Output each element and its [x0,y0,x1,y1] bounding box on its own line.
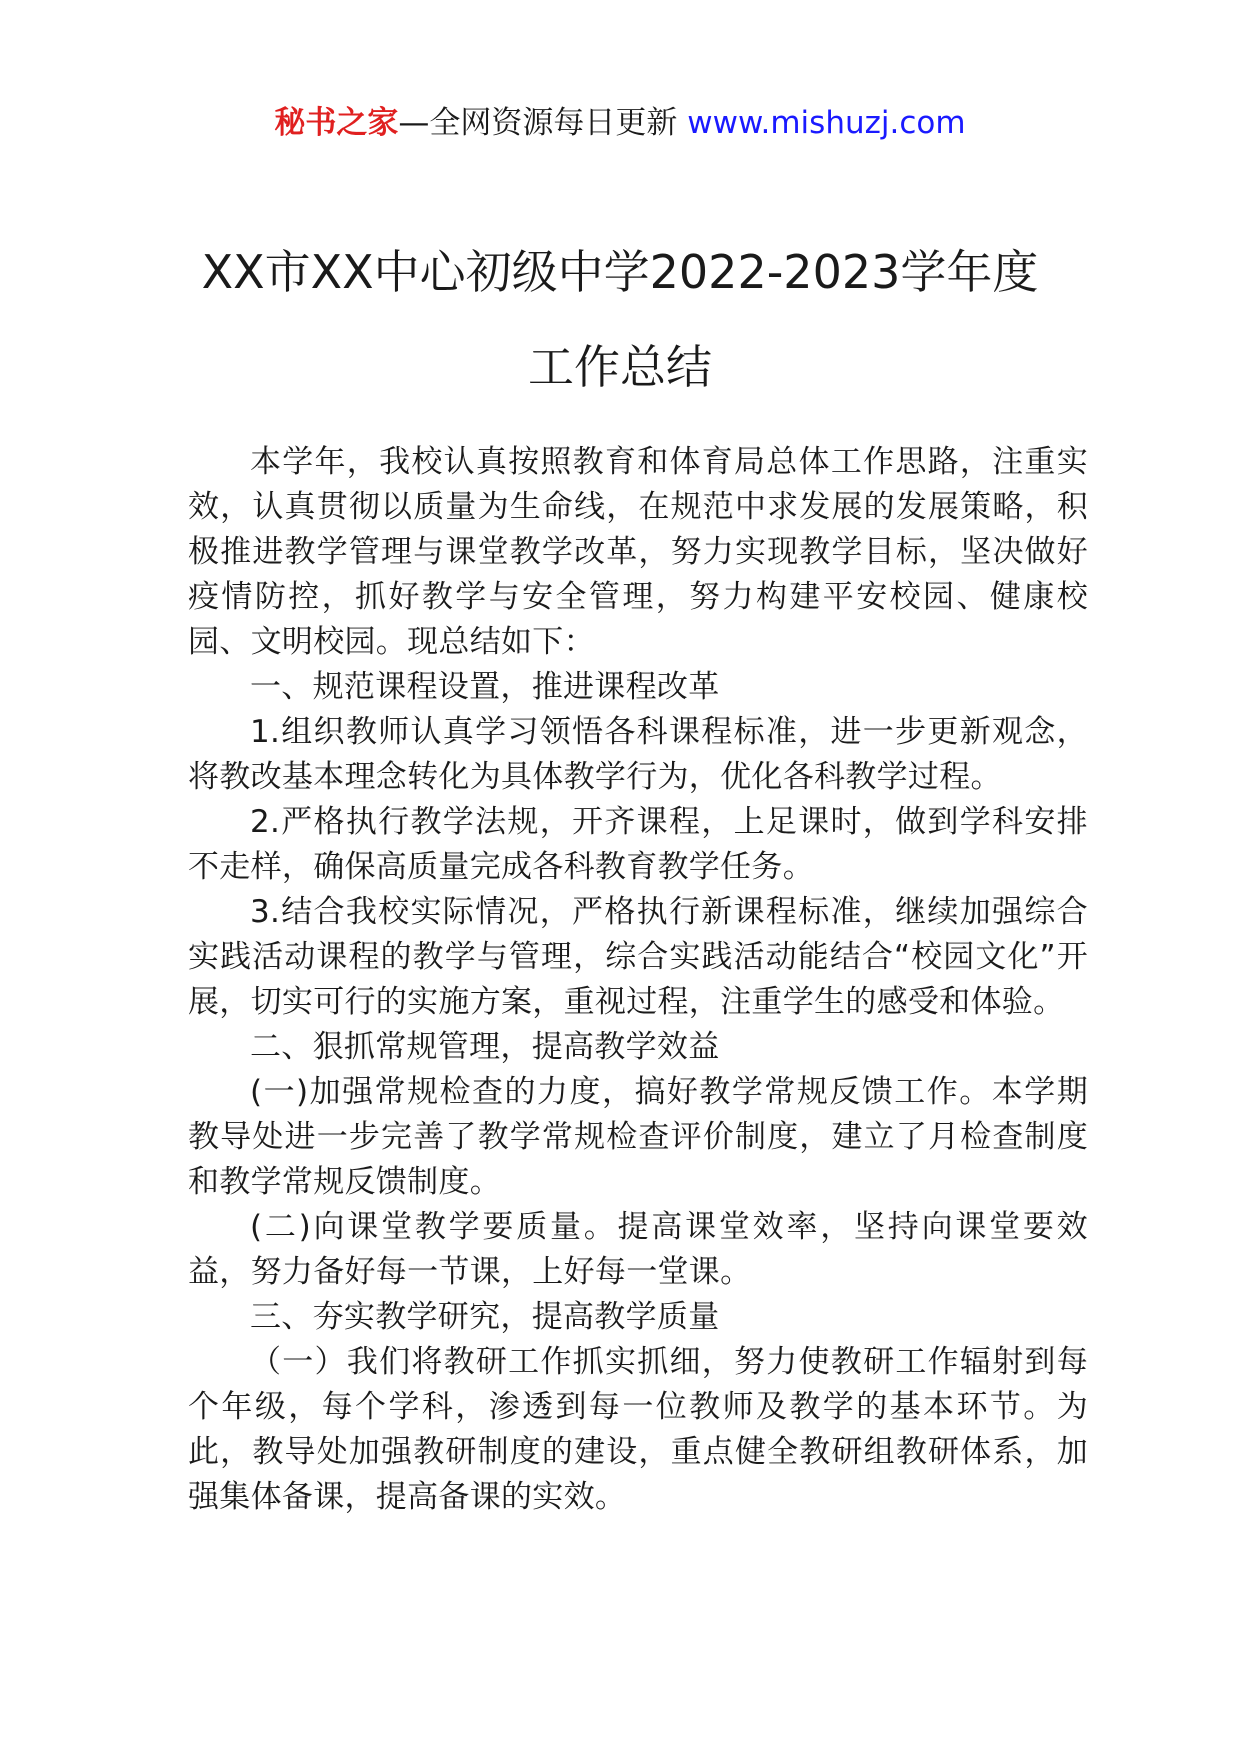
brand-name: 秘书之家 [274,105,399,141]
section-heading-2: 二、狠抓常规管理，提高教学效益 [250,1029,720,1065]
section-heading-3: 三、夯实教学研究，提高教学质量 [250,1299,720,1335]
paragraph-3-1: （一）我们将教研工作抓实抓细，努力使教研工作辐射到每个年级，每个学科，渗透到每一位教师及教学的基本环节。为此，教导处加强教研制度的建设，重点健全教研组教研体系，加强集体备课，提高备课的实效。 [188,1344,1088,1515]
document-body [188,440,1088,1520]
site-header [0,100,1240,146]
paragraph-1-2: 2.严格执行教学法规，开齐课程，上足课时，做到学科安排不走样，确保高质量完成各科教育教学任务。 [188,804,1088,885]
intro-paragraph: 本学年，我校认真按照教育和体育局总体工作思路，注重实效，认真贯彻以质量为生命线，在规范中求发展的发展策略，积极推进教学管理与课堂教学改革，努力实现教学目标，坚决做好疫情防控，抓好教学与安全管理，努力构建平安校园、健康校园、文明校园。现总结如下： [188,444,1088,660]
site-url-link[interactable]: www.mishuzj.com [687,105,966,141]
paragraph-1-1: 1.组织教师认真学习领悟各科课程标准，进一步更新观念，将教改基本理念转化为具体教学行为，优化各科教学过程。 [188,714,1088,795]
title-line-1: XX市XX中心初级中学2022-2023学年度 [201,245,1039,299]
header-tagline: —全网资源每日更新 [398,105,688,141]
document-title [120,225,1120,415]
paragraph-2-1: (一)加强常规检查的力度，搞好教学常规反馈工作。本学期教导处进一步完善了教学常规检查评价制度，建立了月检查制度和教学常规反馈制度。 [188,1074,1088,1200]
section-heading-1: 一、规范课程设置，推进课程改革 [250,669,720,705]
paragraph-2-2: (二)向课堂教学要质量。提高课堂效率，坚持向课堂要效益，努力备好每一节课，上好每一堂课。 [188,1209,1088,1290]
title-line-2: 工作总结 [528,340,712,394]
paragraph-1-3: 3.结合我校实际情况，严格执行新课程标准，继续加强综合实践活动课程的教学与管理，综合实践活动能结合“校园文化”开展，切实可行的实施方案，重视过程，注重学生的感受和体验。 [188,894,1088,1020]
